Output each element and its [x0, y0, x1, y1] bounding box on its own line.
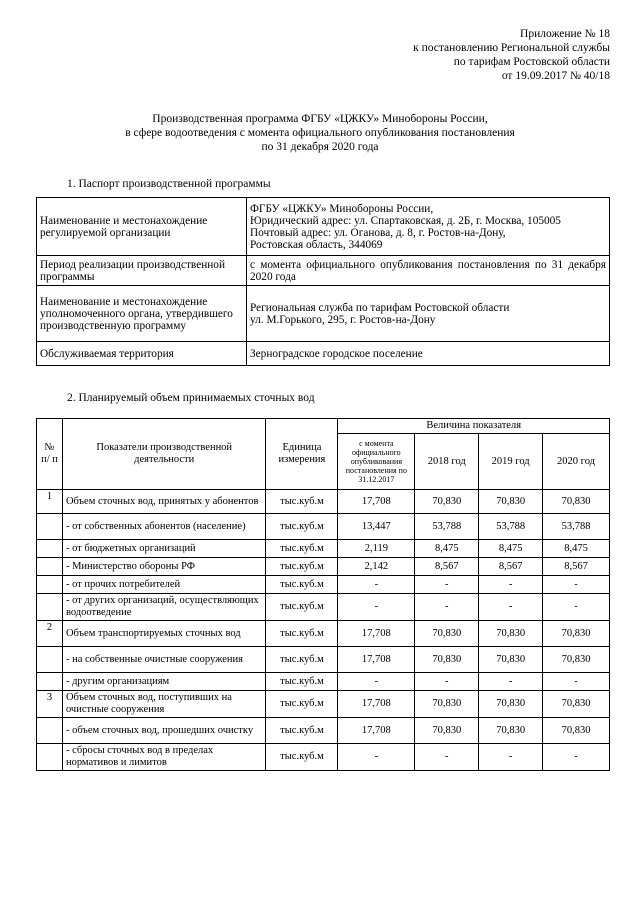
row-value-2020: 70,830: [543, 621, 610, 647]
row-unit: тыс.куб.м: [266, 514, 338, 540]
row-indicator: Объем сточных вод, поступивших на очистные сооружения: [62, 691, 266, 718]
appendix-line: к постановлению Региональной службы: [413, 42, 610, 54]
table-row: [37, 744, 610, 771]
row-value-period0: 2,119: [338, 540, 415, 558]
volume-table-body: [37, 490, 610, 771]
row-value-2020: -: [543, 744, 610, 771]
row-value-2019: 53,788: [479, 514, 543, 540]
row-value-2018: 8,567: [415, 558, 479, 576]
table-row: [37, 718, 610, 744]
passport-table: [36, 197, 610, 366]
col-header-indicator: Показатели производственной деятельности: [62, 419, 266, 490]
row-indicator: - от других организаций, осуществляющих водоотведение: [62, 594, 266, 621]
row-value-2020: 70,830: [543, 718, 610, 744]
row-value-2018: 70,830: [415, 691, 479, 718]
col-header-2019: 2019 год: [479, 434, 543, 490]
row-value-2020: 70,830: [543, 490, 610, 514]
row-value-2019: 70,830: [479, 647, 543, 673]
passport-value: [247, 286, 610, 342]
title-line: по 31 декабря 2020 года: [261, 141, 379, 153]
row-unit: тыс.куб.м: [266, 576, 338, 594]
row-value-2018: 70,830: [415, 647, 479, 673]
col-header-value-group: Величина показателя: [338, 419, 610, 434]
row-unit: тыс.куб.м: [266, 718, 338, 744]
row-value-2020: -: [543, 576, 610, 594]
row-unit: тыс.куб.м: [266, 621, 338, 647]
table-row: [37, 673, 610, 691]
passport-value: с момента официального опубликования постановления по 31 декабря 2020 года: [247, 256, 610, 286]
row-indicator: Объем транспортируемых сточных вод: [62, 621, 266, 647]
row-num: [37, 673, 63, 691]
appendix-line: от 19.09.2017 № 40/18: [501, 70, 610, 82]
row-unit: тыс.куб.м: [266, 558, 338, 576]
row-indicator: - от собственных абонентов (население): [62, 514, 266, 540]
row-value-2018: -: [415, 744, 479, 771]
row-indicator: - на собственные очистные сооружения: [62, 647, 266, 673]
row-num: [37, 540, 63, 558]
row-num: [37, 647, 63, 673]
row-value-2020: 53,788: [543, 514, 610, 540]
row-num: 1: [37, 490, 63, 514]
row-value-period0: 2,142: [338, 558, 415, 576]
table-row: [37, 594, 610, 621]
row-value-2019: 70,830: [479, 718, 543, 744]
row-value-2019: 70,830: [479, 490, 543, 514]
row-value-2020: -: [543, 594, 610, 621]
value-line: Региональная служба по тарифам Ростовской области: [250, 301, 510, 314]
row-value-2020: 8,567: [543, 558, 610, 576]
table-row: [37, 558, 610, 576]
row-value-2020: 70,830: [543, 647, 610, 673]
row-indicator: - Министерство обороны РФ: [62, 558, 266, 576]
row-num: [37, 576, 63, 594]
row-value-period0: 17,708: [338, 490, 415, 514]
passport-value: Зерноградское городское поселение: [247, 342, 610, 366]
section2-heading: 2. Планируемый объем принимаемых сточных вод: [67, 392, 315, 404]
row-unit: тыс.куб.м: [266, 540, 338, 558]
row-value-2019: -: [479, 673, 543, 691]
row-num: [37, 718, 63, 744]
row-value-2020: 70,830: [543, 691, 610, 718]
row-value-period0: -: [338, 576, 415, 594]
passport-label: Обслуживаемая территория: [37, 342, 247, 366]
document-title: [40, 112, 600, 154]
row-value-2018: 70,830: [415, 718, 479, 744]
volume-table: [36, 418, 610, 771]
row-value-2018: 8,475: [415, 540, 479, 558]
appendix-line: Приложение № 18: [520, 28, 610, 40]
row-value-2019: 8,567: [479, 558, 543, 576]
row-value-2020: -: [543, 673, 610, 691]
passport-row: [37, 198, 610, 256]
row-value-2019: -: [479, 744, 543, 771]
table-row: [37, 621, 610, 647]
row-unit: тыс.куб.м: [266, 647, 338, 673]
row-value-period0: 17,708: [338, 647, 415, 673]
table-row: [37, 576, 610, 594]
row-value-period0: 17,708: [338, 691, 415, 718]
row-num: [37, 514, 63, 540]
col-header-period0: с момента официального опубликования постановления по 31.12.2017: [338, 434, 415, 490]
row-value-2018: -: [415, 594, 479, 621]
row-value-2018: -: [415, 576, 479, 594]
value-line: Юридический адрес: ул. Спартаковская, д. 2Б, г. Москва, 105005: [250, 214, 561, 227]
appendix-line: по тарифам Ростовской области: [453, 56, 610, 68]
row-num: [37, 558, 63, 576]
row-num: 3: [37, 691, 63, 718]
table-row: [37, 490, 610, 514]
passport-row: [37, 286, 610, 342]
row-value-2019: -: [479, 594, 543, 621]
row-unit: тыс.куб.м: [266, 594, 338, 621]
row-indicator: - сбросы сточных вод в пределах нормативов и лимитов: [62, 744, 266, 771]
row-value-period0: 17,708: [338, 718, 415, 744]
row-indicator: - от бюджетных организаций: [62, 540, 266, 558]
row-unit: тыс.куб.м: [266, 490, 338, 514]
row-unit: тыс.куб.м: [266, 673, 338, 691]
header-row: [37, 419, 610, 434]
passport-label: Период реализации производственной программы: [37, 256, 247, 286]
passport-label: Наименование и местонахождение уполномоченного органа, утвердившего производственную программу: [37, 286, 247, 342]
table-row: [37, 691, 610, 718]
row-value-period0: -: [338, 594, 415, 621]
col-header-2020: 2020 год: [543, 434, 610, 490]
col-header-2018: 2018 год: [415, 434, 479, 490]
row-value-2019: -: [479, 576, 543, 594]
row-unit: тыс.куб.м: [266, 691, 338, 718]
row-num: [37, 594, 63, 621]
row-num: [37, 744, 63, 771]
table-row: [37, 514, 610, 540]
row-value-period0: 17,708: [338, 621, 415, 647]
row-value-period0: 13,447: [338, 514, 415, 540]
passport-label: Наименование и местонахождение регулируемой организации: [37, 198, 247, 256]
row-indicator: - объем сточных вод, прошедших очистку: [62, 718, 266, 744]
row-indicator: - другим организациям: [62, 673, 266, 691]
value-line: ул. М.Горького, 295, г. Ростов-на-Дону: [250, 313, 436, 326]
passport-row: [37, 342, 610, 366]
row-value-2018: 70,830: [415, 621, 479, 647]
row-unit: тыс.куб.м: [266, 744, 338, 771]
value-line: Почтовый адрес: ул. Оганова, д. 8, г. Ростов-на-Дону,: [250, 226, 506, 239]
passport-row: [37, 256, 610, 286]
col-header-num: № п/ п: [37, 419, 63, 490]
row-value-period0: -: [338, 744, 415, 771]
title-line: в сфере водоотведения с момента официального опубликования постановления: [125, 127, 515, 139]
table-row: [37, 540, 610, 558]
row-value-2018: 70,830: [415, 490, 479, 514]
row-value-2018: -: [415, 673, 479, 691]
section1-heading: 1. Паспорт производственной программы: [67, 178, 271, 190]
row-value-period0: -: [338, 673, 415, 691]
title-line: Производственная программа ФГБУ «ЦЖКУ» Минобороны России,: [152, 113, 488, 125]
row-indicator: Объем сточных вод, принятых у абонентов: [62, 490, 266, 514]
value-line: Ростовская область, 344069: [250, 238, 383, 251]
row-value-2020: 8,475: [543, 540, 610, 558]
table-row: [37, 647, 610, 673]
row-num: 2: [37, 621, 63, 647]
row-indicator: - от прочих потребителей: [62, 576, 266, 594]
passport-value: [247, 198, 610, 256]
row-value-2019: 70,830: [479, 621, 543, 647]
value-line: ФГБУ «ЦЖКУ» Минобороны России,: [250, 202, 434, 215]
appendix-header: [413, 27, 610, 83]
row-value-2018: 53,788: [415, 514, 479, 540]
row-value-2019: 70,830: [479, 691, 543, 718]
col-header-unit: Единица измерения: [266, 419, 338, 490]
row-value-2019: 8,475: [479, 540, 543, 558]
